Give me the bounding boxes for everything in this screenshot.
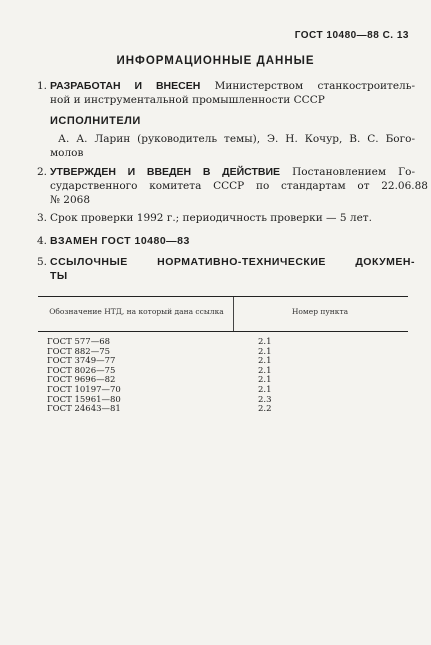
table-row-item: 2.2 xyxy=(258,404,272,415)
section-2-line-1 xyxy=(37,165,415,179)
section-3 xyxy=(37,211,415,225)
executors-heading-text: ИСПОЛНИТЕЛИ xyxy=(50,115,141,127)
table-row-item: 2.3 xyxy=(258,394,272,405)
section-5-line-2 xyxy=(37,269,428,283)
section-5-text-cont: ТЫ xyxy=(50,270,68,282)
table-header-rule xyxy=(38,331,408,332)
section-4-text: ВЗАМЕН ГОСТ 10480—83 xyxy=(50,235,190,247)
section-4 xyxy=(37,234,415,248)
table-row-item: 2.1 xyxy=(258,346,272,357)
section-2-lead: УТВЕРЖДЕН И ВВЕДЕН В ДЕЙСТВИЕ xyxy=(50,166,281,178)
section-1-text-rest: Министерством станкостроитель- xyxy=(214,80,415,92)
section-5-number: 5. xyxy=(37,256,48,268)
table-row-doc: ГОСТ 882—75 xyxy=(47,346,111,357)
table-row-doc: ГОСТ 577—68 xyxy=(47,337,111,347)
section-1-number: 1. xyxy=(37,80,48,92)
section-2-line-2: сударственного комитета СССР по стандартам от 22.06.88 xyxy=(50,180,428,192)
section-5-text: ССЫЛОЧНЫЕ НОРМАТИВНО-ТЕХНИЧЕСКИЕ ДОКУМЕН- xyxy=(50,256,415,268)
section-2-number: 2. xyxy=(37,166,48,178)
table-row-item: 2.1 xyxy=(258,365,272,376)
section-4-number: 4. xyxy=(37,235,48,247)
section-1-line-1 xyxy=(37,79,415,93)
table-header-document: Обозначение НТД, на который дана ссылка xyxy=(49,307,224,316)
executors-heading xyxy=(37,114,428,128)
table-column-divider xyxy=(233,297,234,331)
page-title: ИНФОРМАЦИОННЫЕ ДАННЫЕ xyxy=(116,55,315,67)
table-row-item: 2.1 xyxy=(258,375,272,386)
table-row-doc: ГОСТ 10197—70 xyxy=(47,384,121,395)
table-top-rule xyxy=(38,296,408,297)
table-row-item: 2.1 xyxy=(258,384,272,395)
section-1-line-2: ной и инструментальной промышленности СССР xyxy=(50,94,325,106)
executors-line-1: А. А. Ларин (руководитель темы), Э. Н. Кочур, В. С. Бого- xyxy=(58,133,415,145)
executors-line-2: молов xyxy=(50,147,84,159)
table-row-doc: ГОСТ 9696—82 xyxy=(47,375,116,386)
section-2-text-rest: Постановлением Го- xyxy=(292,166,415,178)
table-row-doc: ГОСТ 24643—81 xyxy=(47,404,121,415)
section-3-number: 3. xyxy=(37,212,48,224)
table-column-documents xyxy=(47,338,121,415)
section-5-line-1 xyxy=(37,255,415,269)
table-header-item: Номер пункта xyxy=(291,307,349,316)
table-column-items xyxy=(258,338,272,415)
section-1-lead: РАЗРАБОТАН И ВНЕСЕН xyxy=(50,80,201,92)
section-2-line-3: № 2068 xyxy=(50,194,90,206)
table-row-doc: ГОСТ 3749—77 xyxy=(47,356,116,367)
table-row-item: 2.1 xyxy=(258,337,272,347)
page-header: ГОСТ 10480—88 С. 13 xyxy=(294,30,409,41)
table-row-doc: ГОСТ 15961—80 xyxy=(47,394,121,405)
section-3-text: Срок проверки 1992 г.; периодичность проверки — 5 лет. xyxy=(50,212,372,224)
table-row-item: 2.1 xyxy=(258,356,272,367)
table-row-doc: ГОСТ 8026—75 xyxy=(47,365,116,376)
